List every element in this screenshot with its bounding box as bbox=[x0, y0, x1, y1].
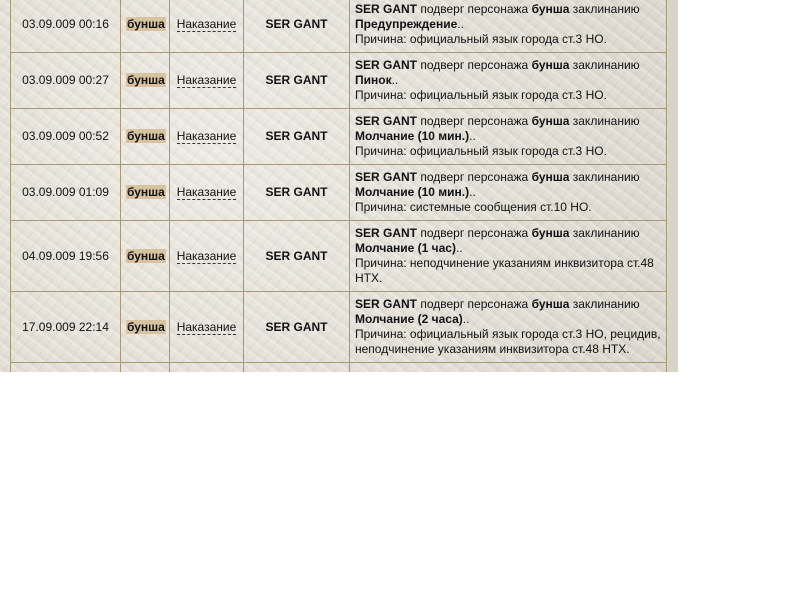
description-text: заклинанию bbox=[569, 226, 640, 240]
description-moderator: SER GANT bbox=[355, 2, 418, 16]
description-cell bbox=[350, 53, 667, 109]
right-edge-strip bbox=[668, 0, 678, 372]
description-cell bbox=[350, 0, 667, 53]
reason-text: Причина: официальный язык города ст.3 НО. bbox=[355, 32, 607, 46]
description-text: заклинанию bbox=[569, 114, 640, 128]
reason-text: Причина: неподчинение указаниям инквизитора ст.48 НТХ. bbox=[355, 256, 654, 285]
description-text: подверг персонажа bbox=[417, 2, 532, 16]
spell-name: Молчание (2 часа) bbox=[355, 312, 463, 326]
date-cell: 04.09.009 19:56 bbox=[11, 221, 121, 292]
nick-cell bbox=[121, 363, 170, 373]
table-row bbox=[11, 363, 667, 373]
description-text: подверг персонажа bbox=[417, 170, 532, 184]
description-nick: бунша bbox=[531, 114, 570, 128]
description-cell bbox=[350, 292, 667, 363]
action-link[interactable]: Наказание bbox=[176, 73, 237, 87]
action-link[interactable]: Наказание bbox=[176, 129, 237, 143]
description-moderator: SER GANT bbox=[355, 114, 418, 128]
nick-cell bbox=[121, 221, 170, 292]
description-moderator: SER GANT bbox=[355, 297, 418, 311]
description-text: подверг персонажа bbox=[417, 226, 532, 240]
character-nick[interactable]: бунша bbox=[127, 248, 165, 263]
description-text: заклинанию bbox=[569, 170, 640, 184]
description-line bbox=[355, 2, 661, 17]
action-link[interactable]: Наказание bbox=[176, 17, 237, 31]
action-link[interactable]: Наказание bbox=[176, 185, 237, 199]
description-text: подверг персонажа bbox=[417, 114, 532, 128]
spell-name: Молчание (10 мин.) bbox=[355, 129, 470, 143]
nick-cell bbox=[121, 165, 170, 221]
description-nick: бунша bbox=[531, 226, 570, 240]
description-line bbox=[355, 226, 661, 241]
reason-text: Причина: официальный язык города ст.3 НО. bbox=[355, 144, 607, 158]
description-nick: бунша bbox=[531, 58, 570, 72]
description-moderator: SER GANT bbox=[355, 226, 418, 240]
spell-line bbox=[355, 185, 661, 200]
spell-suffix: .. bbox=[469, 185, 476, 199]
description-cell bbox=[350, 363, 667, 373]
action-cell bbox=[170, 0, 244, 53]
description-cell bbox=[350, 221, 667, 292]
table-row bbox=[11, 53, 667, 109]
date-cell bbox=[11, 363, 121, 373]
spell-suffix: .. bbox=[455, 241, 463, 255]
spell-line bbox=[355, 73, 661, 88]
moderator-cell: SER GANT bbox=[244, 221, 350, 292]
spell-suffix: .. bbox=[457, 17, 464, 31]
spell-line bbox=[355, 312, 661, 327]
action-cell bbox=[170, 165, 244, 221]
spell-suffix: .. bbox=[469, 129, 476, 143]
description-nick: бунша bbox=[531, 297, 570, 311]
spell-suffix: .. bbox=[462, 312, 470, 326]
moderator-cell: SER GANT bbox=[244, 109, 350, 165]
action-cell bbox=[170, 109, 244, 165]
action-cell bbox=[170, 292, 244, 363]
date-cell: 03.09.009 00:16 bbox=[11, 0, 121, 53]
description-text: подверг персонажа bbox=[417, 297, 532, 311]
table-row bbox=[11, 109, 667, 165]
spell-name: Предупреждение bbox=[355, 17, 458, 31]
action-cell bbox=[170, 221, 244, 292]
description-cell bbox=[350, 165, 667, 221]
description-text: заклинанию bbox=[569, 2, 640, 16]
description-cell bbox=[350, 109, 667, 165]
table-row bbox=[11, 221, 667, 292]
date-cell: 03.09.009 00:52 bbox=[11, 109, 121, 165]
description-nick: бунша bbox=[531, 2, 570, 16]
character-nick[interactable]: бунша bbox=[127, 319, 165, 334]
table-row bbox=[11, 292, 667, 363]
description-text: заклинанию bbox=[569, 297, 640, 311]
description-line bbox=[355, 170, 661, 185]
spell-line bbox=[355, 17, 661, 32]
description-text: подверг персонажа bbox=[417, 58, 532, 72]
action-cell bbox=[170, 363, 244, 373]
action-cell bbox=[170, 53, 244, 109]
description-line bbox=[355, 114, 661, 129]
character-nick[interactable]: бунша bbox=[127, 73, 165, 87]
description-text: заклинанию bbox=[569, 58, 640, 72]
moderator-cell: SER GANT bbox=[244, 292, 350, 363]
action-link[interactable]: Наказание bbox=[176, 319, 237, 334]
table-row bbox=[11, 165, 667, 221]
reason-text: Причина: официальный язык города ст.3 НО, рецидив, неподчинение указаниям инквизитора ст.48 НТХ. bbox=[355, 327, 661, 356]
moderator-cell bbox=[244, 363, 350, 373]
nick-cell bbox=[121, 0, 170, 53]
spell-suffix: .. bbox=[391, 73, 399, 87]
character-nick[interactable]: бунша bbox=[127, 17, 165, 31]
spell-name: Молчание (1 час) bbox=[355, 241, 456, 255]
date-cell: 17.09.009 22:14 bbox=[11, 292, 121, 363]
nick-cell bbox=[121, 53, 170, 109]
description-moderator: SER GANT bbox=[355, 58, 418, 72]
moderator-cell: SER GANT bbox=[244, 165, 350, 221]
moderator-cell: SER GANT bbox=[244, 53, 350, 109]
punishment-log-body bbox=[11, 0, 667, 372]
character-nick[interactable]: бунша bbox=[127, 185, 165, 199]
action-link[interactable]: Наказание bbox=[176, 248, 237, 263]
date-cell: 03.09.009 01:09 bbox=[11, 165, 121, 221]
nick-cell bbox=[121, 109, 170, 165]
spell-line bbox=[355, 129, 661, 144]
description-line bbox=[355, 297, 661, 312]
date-cell: 03.09.009 00:27 bbox=[11, 53, 121, 109]
spell-name: Молчание (10 мин.) bbox=[355, 185, 470, 199]
reason-text: Причина: системные сообщения ст.10 НО. bbox=[355, 200, 592, 214]
character-nick[interactable]: бунша bbox=[127, 129, 165, 143]
description-nick: бунша bbox=[531, 170, 570, 184]
spell-line bbox=[355, 241, 661, 256]
table-row bbox=[11, 0, 667, 53]
spell-name: Пинок bbox=[355, 73, 392, 87]
description-line bbox=[355, 58, 661, 73]
punishment-log-table bbox=[10, 0, 667, 372]
nick-cell bbox=[121, 292, 170, 363]
reason-text: Причина: официальный язык города ст.3 НО. bbox=[355, 88, 607, 102]
moderator-cell: SER GANT bbox=[244, 0, 350, 53]
description-moderator: SER GANT bbox=[355, 170, 418, 184]
